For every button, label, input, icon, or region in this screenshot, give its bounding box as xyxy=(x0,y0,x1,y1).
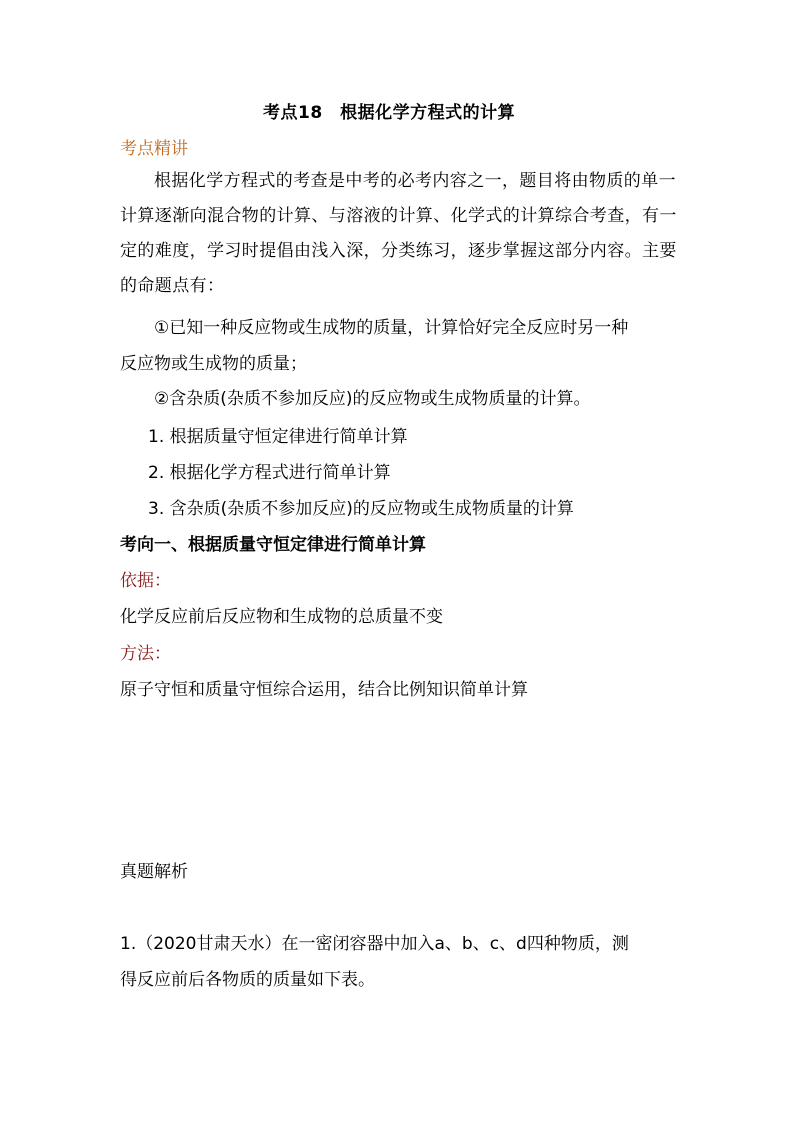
section-heading: 考点精讲 xyxy=(120,139,188,159)
basis-text: 化学反应前后反应物和生成物的总质量不变 xyxy=(120,607,443,627)
basis-label: 依据： xyxy=(120,571,171,591)
point-2: ②含杂质(杂质不参加反应)的反应物或生成物质量的计算。 xyxy=(154,389,591,409)
page-title: 考点18 根据化学方程式的计算 xyxy=(263,103,516,123)
list-item: 1. 根据质量守恒定律进行简单计算 xyxy=(148,427,408,447)
method-text: 原子守恒和质量守恒综合运用，结合比例知识简单计算 xyxy=(120,680,528,700)
method-label: 方法： xyxy=(120,644,171,664)
list-item: 3. 含杂质(杂质不参加反应)的反应物或生成物质量的计算 xyxy=(148,499,574,519)
point-1-line-2: 反应物或生成物的质量； xyxy=(120,354,307,374)
list-item: 2. 根据化学方程式进行简单计算 xyxy=(148,463,391,483)
real-questions-heading: 真题解析 xyxy=(120,862,188,882)
question-1-line-2: 得反应前后各物质的质量如下表。 xyxy=(120,970,375,990)
question-1-line-1: 1.（2020甘肃天水）在一密闭容器中加入a、b、c、d四种物质，测 xyxy=(120,934,629,954)
direction-1-heading: 考向一、根据质量守恒定律进行简单计算 xyxy=(120,535,426,555)
point-1-line-1: ①已知一种反应物或生成物的质量，计算恰好完全反应时另一种 xyxy=(154,318,629,338)
intro-paragraph: 根据化学方程式的考查是中考的必考内容之一，题目将由物质的单一计算逐渐向混合物的计算、与溶液的计算、化学式的计算综合考查，有一定的难度，学习时提倡由浅入深，分类练习，逐步掌握这部分内容。主要的命题点有： xyxy=(120,171,677,296)
